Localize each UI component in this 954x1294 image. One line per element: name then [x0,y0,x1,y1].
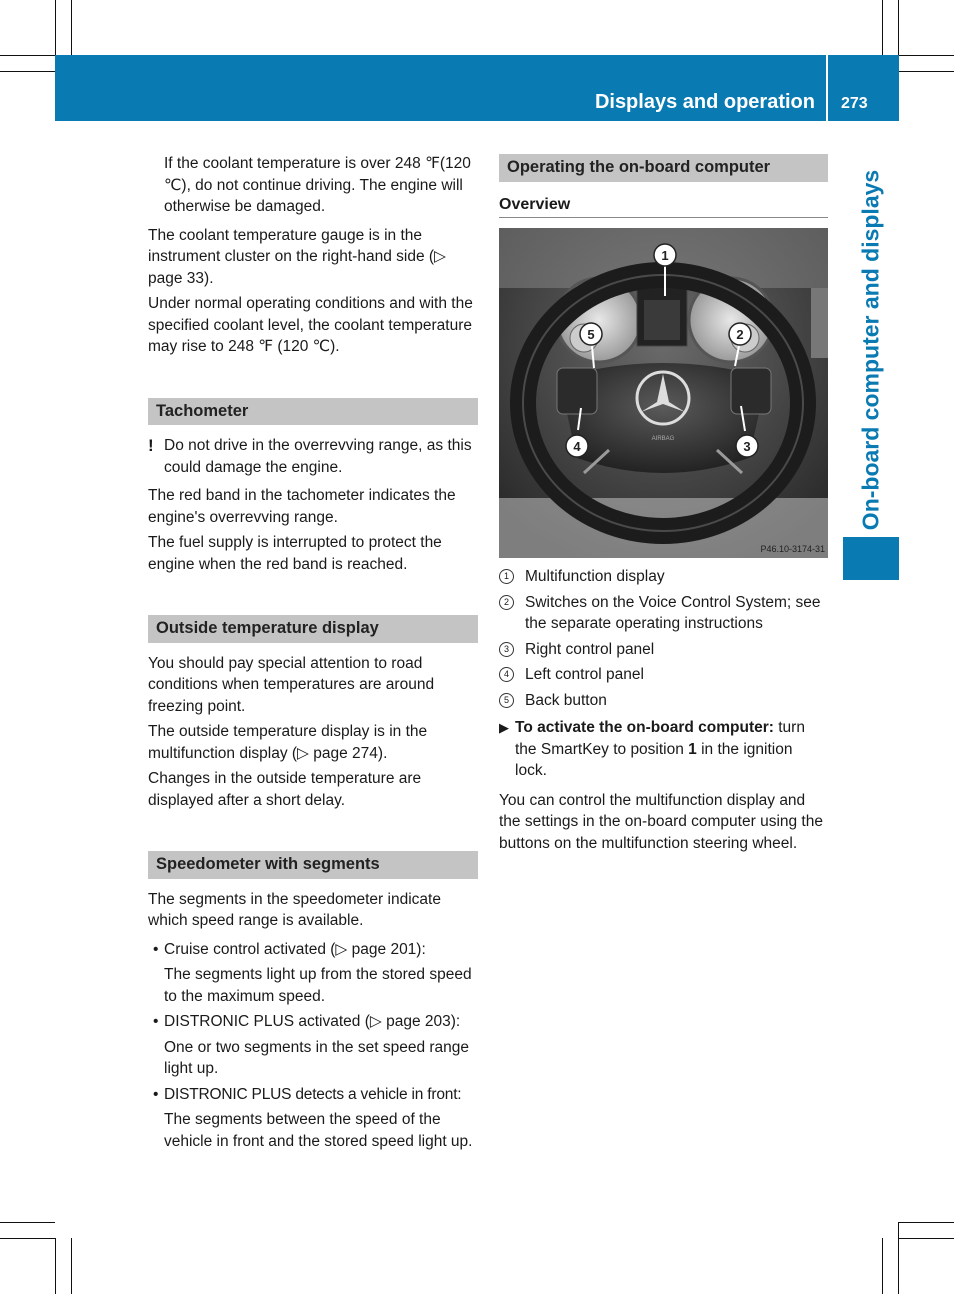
paragraph: You can control the multifunction display and the settings in the on-board computer using the buttons on the multifunction steering wheel. [499,791,823,852]
crop-mark [899,71,954,72]
callout-number: 3 [743,439,751,454]
page-number: 273 [841,95,868,112]
page-header [55,55,899,121]
legend-number: 3 [499,642,514,657]
header-divider [826,55,828,121]
bullet-text: Cruise control activated (▷ page 201): [164,940,426,958]
warning-icon: ! [148,436,154,455]
bullet-dot: • [153,1085,159,1103]
crop-mark [0,1222,55,1223]
steering-wheel-illustration [499,228,828,558]
crop-mark [899,1222,954,1223]
left-column [148,153,478,1156]
callout-number: 5 [587,327,595,342]
right-column [499,154,828,858]
coolant-caution: If the coolant temperature is over 248 ℉(120 ℃), do not continue driving. The engine will otherwise be damaged. [164,155,471,215]
legend-item [499,664,828,686]
legend-item [499,592,828,635]
airbag-label: AIRBAG [651,436,675,442]
legend-item [499,566,828,588]
paragraph: The red band in the tachometer indicates the engine's overrevving range. [148,487,456,526]
crop-mark [0,1238,55,1239]
section-heading-onboard-computer: Operating the on-board computer [499,154,828,182]
chapter-tab-label: On-board computer and displays [857,169,884,531]
legend-number: 5 [499,693,514,708]
paragraph: Under normal operating conditions and with the specified coolant level, the coolant temperature may rise to 248 ℉ (120 ℃). [148,295,473,355]
legend-number: 1 [499,569,514,584]
paragraph: You should pay special attention to road conditions when temperatures are around freezing point. [148,654,435,715]
callout-1 [654,244,676,266]
action-text: turn the SmartKey to position [515,719,805,758]
callout-3 [736,435,758,457]
crop-mark [882,0,883,55]
legend-text: Left control panel [525,666,644,683]
subheading-overview: Overview [499,194,828,219]
bullet-text: DISTRONIC PLUS activated (▷ page 203): [164,1013,461,1030]
callout-2 [729,323,751,345]
section-heading-tachometer: Tachometer [148,398,478,426]
crop-mark [71,0,72,55]
crop-mark [55,1238,56,1294]
paragraph: The coolant temperature gauge is in the instrument cluster on the right-hand side (▷ page 33). [148,226,446,287]
paragraph: The fuel supply is interrupted to protect the engine when the red band is reached. [148,534,442,573]
bullet-item [148,1011,478,1033]
crop-mark [899,1238,954,1239]
bullet-item [148,1084,478,1106]
crop-mark [0,71,55,72]
callout-number: 1 [661,248,669,263]
paragraph: The outside temperature display is in the multifunction display (▷ page 274). [148,723,428,762]
paragraph: The segments in the speedometer indicate which speed range is available. [148,890,441,929]
paragraph: Changes in the outside temperature are displayed after a short delay. [148,770,422,809]
crop-mark [882,1238,883,1294]
action-label: To activate the on-board computer: [515,719,774,736]
warning-text: Do not drive in the overrevving range, as this could damage the engine. [164,437,472,476]
ignition-position: 1 [688,740,697,758]
callout-5 [580,323,602,345]
crop-mark [0,55,55,56]
bullet-item [148,939,478,961]
callout-number: 4 [573,439,581,454]
legend-text: Back button [525,691,607,709]
legend-text: Multifunction display [525,568,665,585]
crop-mark [898,0,899,55]
crop-mark [898,1222,899,1294]
steering-wheel-figure [499,228,828,558]
legend-number: 2 [499,595,514,610]
legend-number: 4 [499,667,514,682]
section-heading-outside-temperature: Outside temperature display [148,615,478,643]
bullet-dot: • [153,940,159,958]
bullet-detail: One or two segments in the set speed range light up. [164,1038,470,1077]
legend-item [499,690,828,712]
crop-mark [55,0,56,55]
callout-number: 2 [736,327,744,342]
legend-text: Switches on the Voice Control System; see the separate operating instructions [525,593,821,632]
bullet-detail: The segments light up from the stored speed to the maximum speed. [164,966,472,1005]
action-arrow-icon: ▶ [499,720,509,735]
legend-item [499,639,828,661]
warning-note [148,435,478,478]
section-title: Displays and operation [594,91,815,113]
legend-text: Right control panel [525,640,655,658]
crop-mark [71,1238,72,1294]
action-text: in the ignition lock. [515,740,793,779]
section-heading-speedometer: Speedometer with segments [148,851,478,879]
figure-code: P46.10-3174-31 [760,544,825,554]
bullet-dot: • [153,1013,159,1030]
bullet-detail: The segments between the speed of the vehicle in front and the stored speed light up. [164,1111,473,1150]
callout-4 [566,435,588,457]
crop-mark [899,55,954,56]
chapter-tab-marker [843,537,899,580]
action-step [499,717,828,782]
bullet-text: DISTRONIC PLUS detects a vehicle in front: [164,1085,462,1103]
